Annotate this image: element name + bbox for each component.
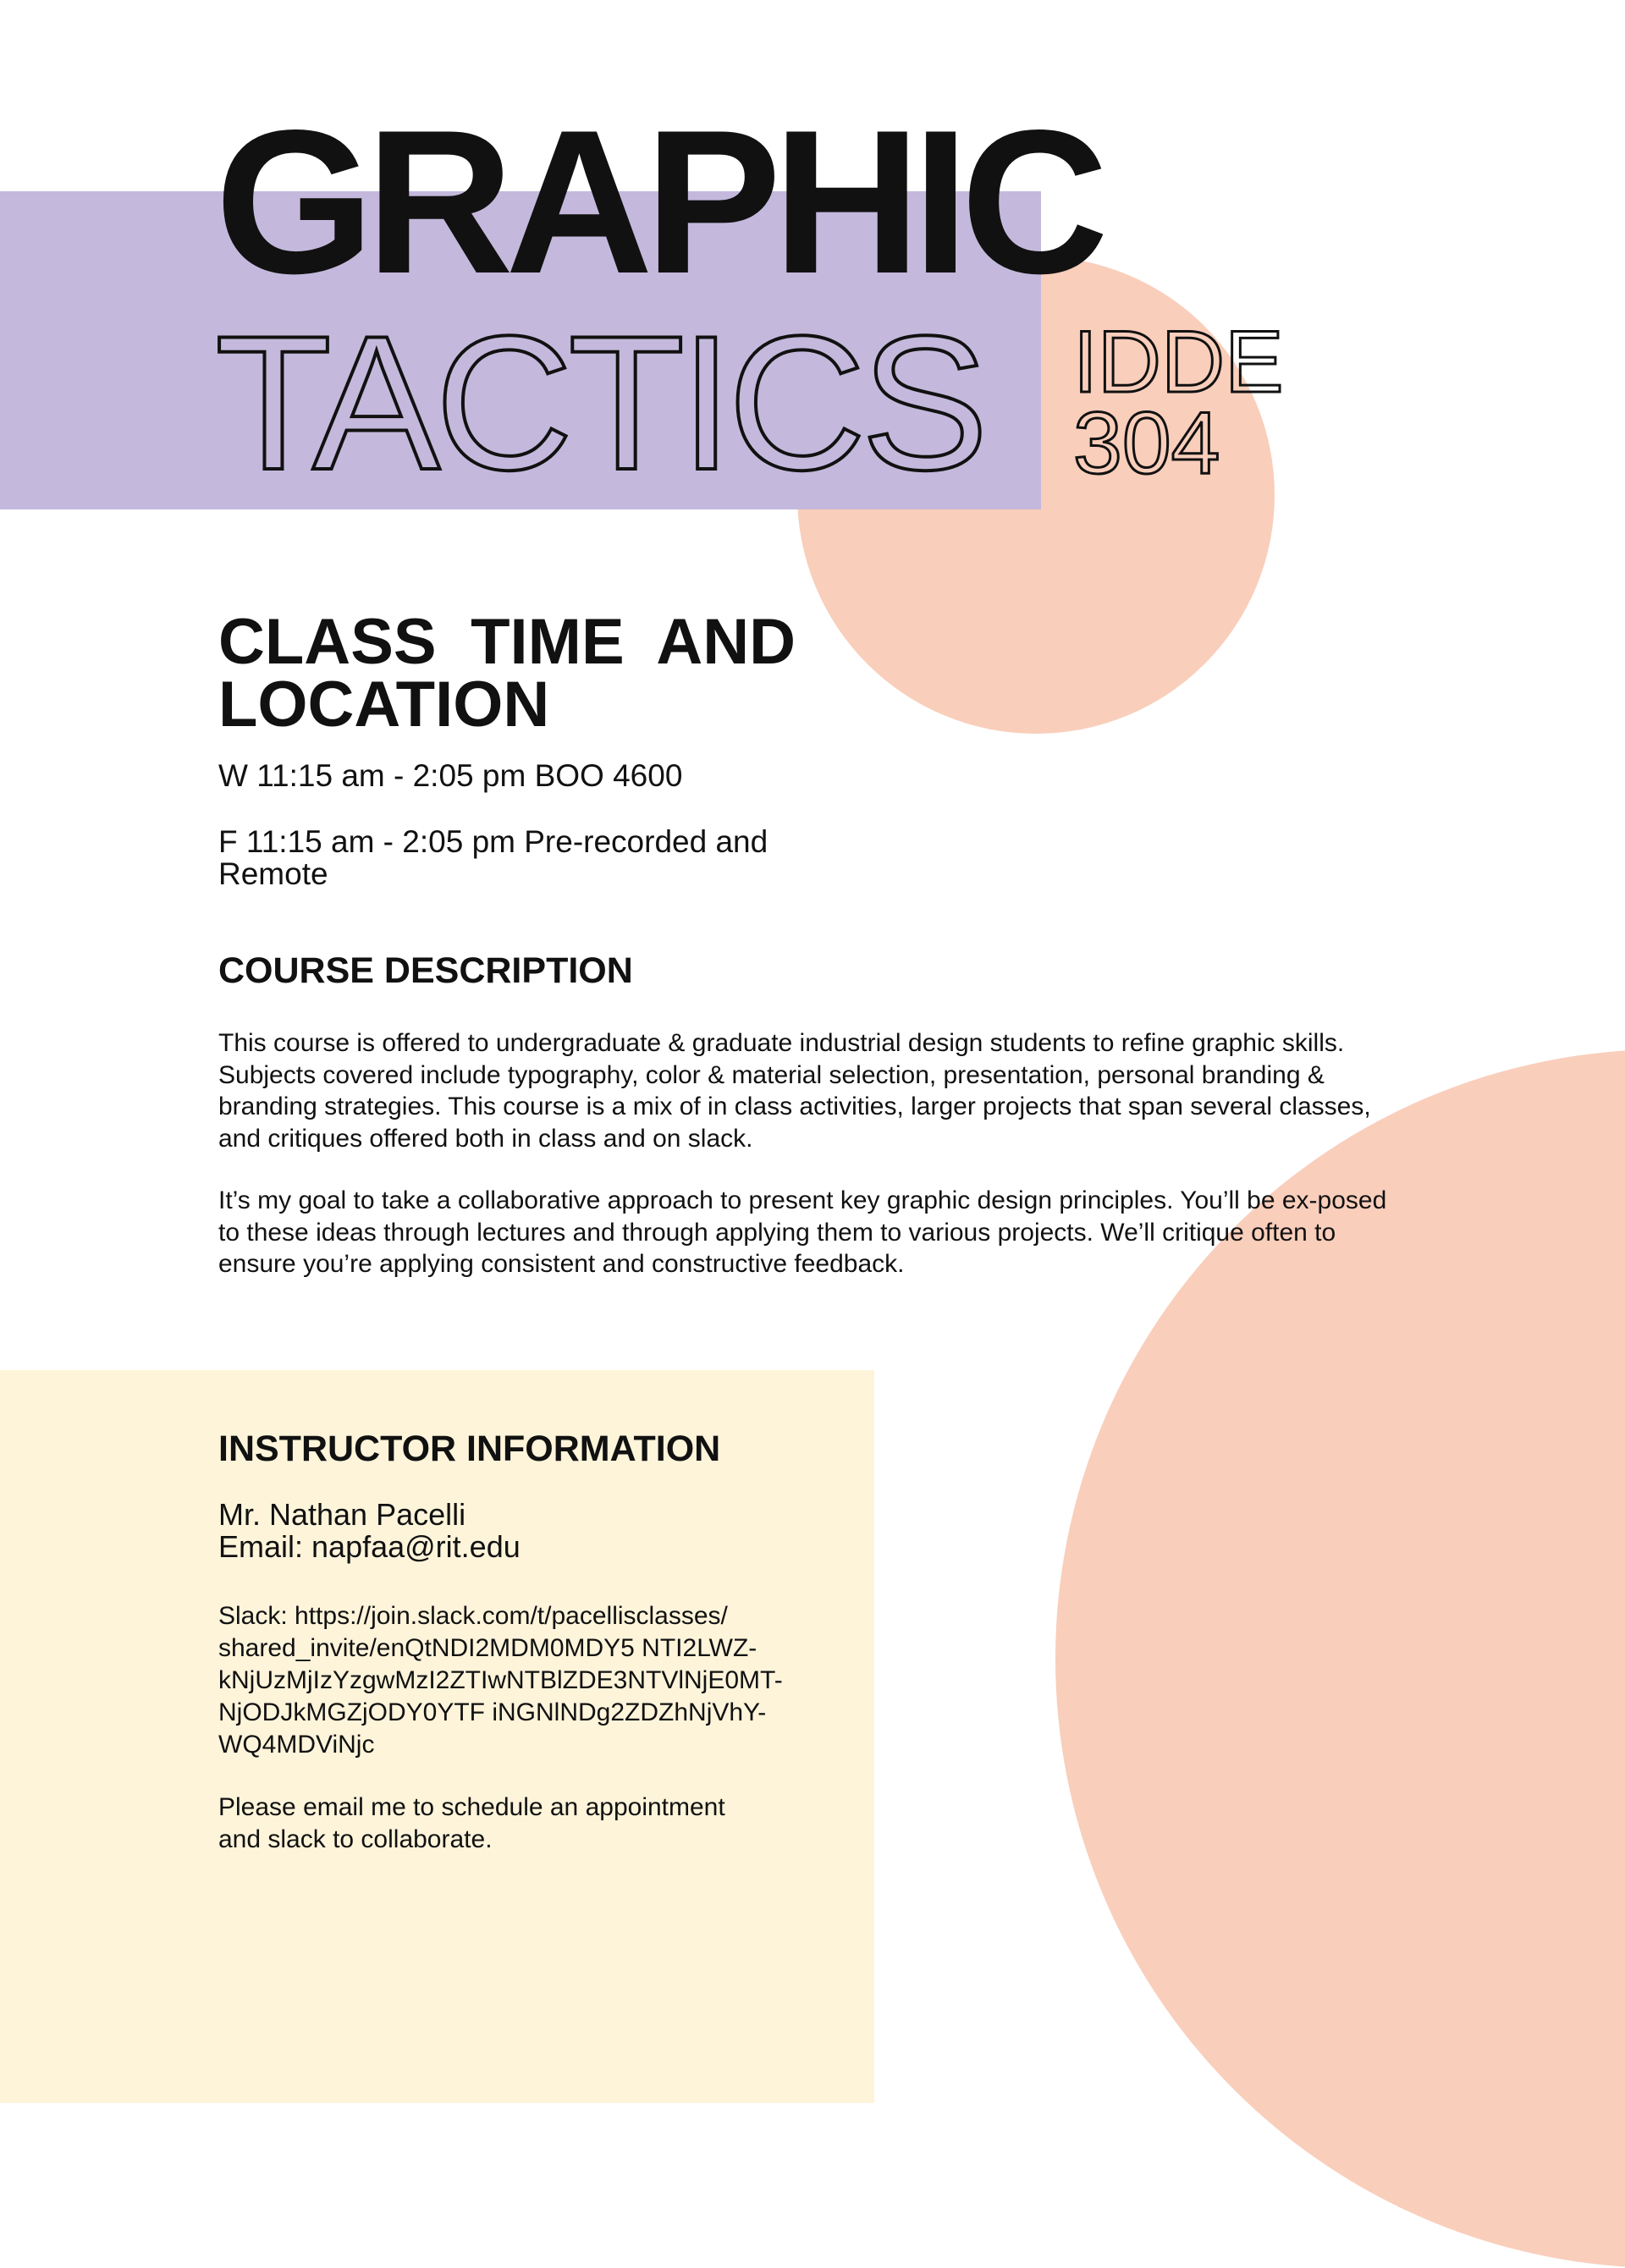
class-time-section <box>218 606 796 891</box>
instructor-name: Mr. Nathan Pacelli <box>218 1497 466 1532</box>
course-code-letters: IDDE <box>1073 313 1284 411</box>
instructor-slack-link: Slack: https://join.slack.com/t/pacellisclasses/ shared_invite/enQtNDI2MDM0MDY5 NTI2LWZ- kNjUzMjIzYzgwMzI2ZTIwNTBlZDE3NTVlNjE0MT- NjODJkMGZjODY0YTF iNGNlNDg2ZDZhNjVhY- WQ4MDViNjc <box>218 1602 783 1759</box>
class-time-wednesday: W 11:15 am - 2:05 pm BOO 4600 <box>218 758 683 793</box>
course-code <box>1073 313 1284 493</box>
instructor-heading: INSTRUCTOR INFORMATION <box>218 1429 721 1469</box>
instructor-note: Please email me to schedule an appointment and slack to collaborate. <box>218 1793 725 1853</box>
class-time-friday: F 11:15 am - 2:05 pm Pre-recorded and Remote <box>218 824 768 891</box>
course-description-heading: COURSE DESCRIPTION <box>218 950 633 991</box>
title-graphic: GRAPHIC <box>215 88 1100 317</box>
instructor-section <box>218 1428 828 1856</box>
course-description-paragraph-2: It’s my goal to take a collaborative approach to present key graphic design principles. You’ll be ex-posed to these ideas through lectures and through applying them to various projects. We’ll critique often to ensure you’re applying consistent and constructive feedback. <box>218 1186 1387 1278</box>
course-description-paragraph-1: This course is offered to undergraduate & graduate industrial design students to refine graphic skills. Subjects covered include typography, color & material selection, presentation, personal branding & branding strategies. This course is a mix of in class activities, larger projects that span several classes, and critiques offered both in class and on slack. <box>218 1029 1371 1153</box>
course-code-number: 304 <box>1073 394 1220 493</box>
course-description-section <box>218 950 1403 1280</box>
title-tactics-outlined: TACTICS <box>215 295 984 509</box>
instructor-email: Email: napfaa@rit.edu <box>218 1529 521 1564</box>
class-time-heading: CLASS TIME AND LOCATION <box>218 606 796 740</box>
